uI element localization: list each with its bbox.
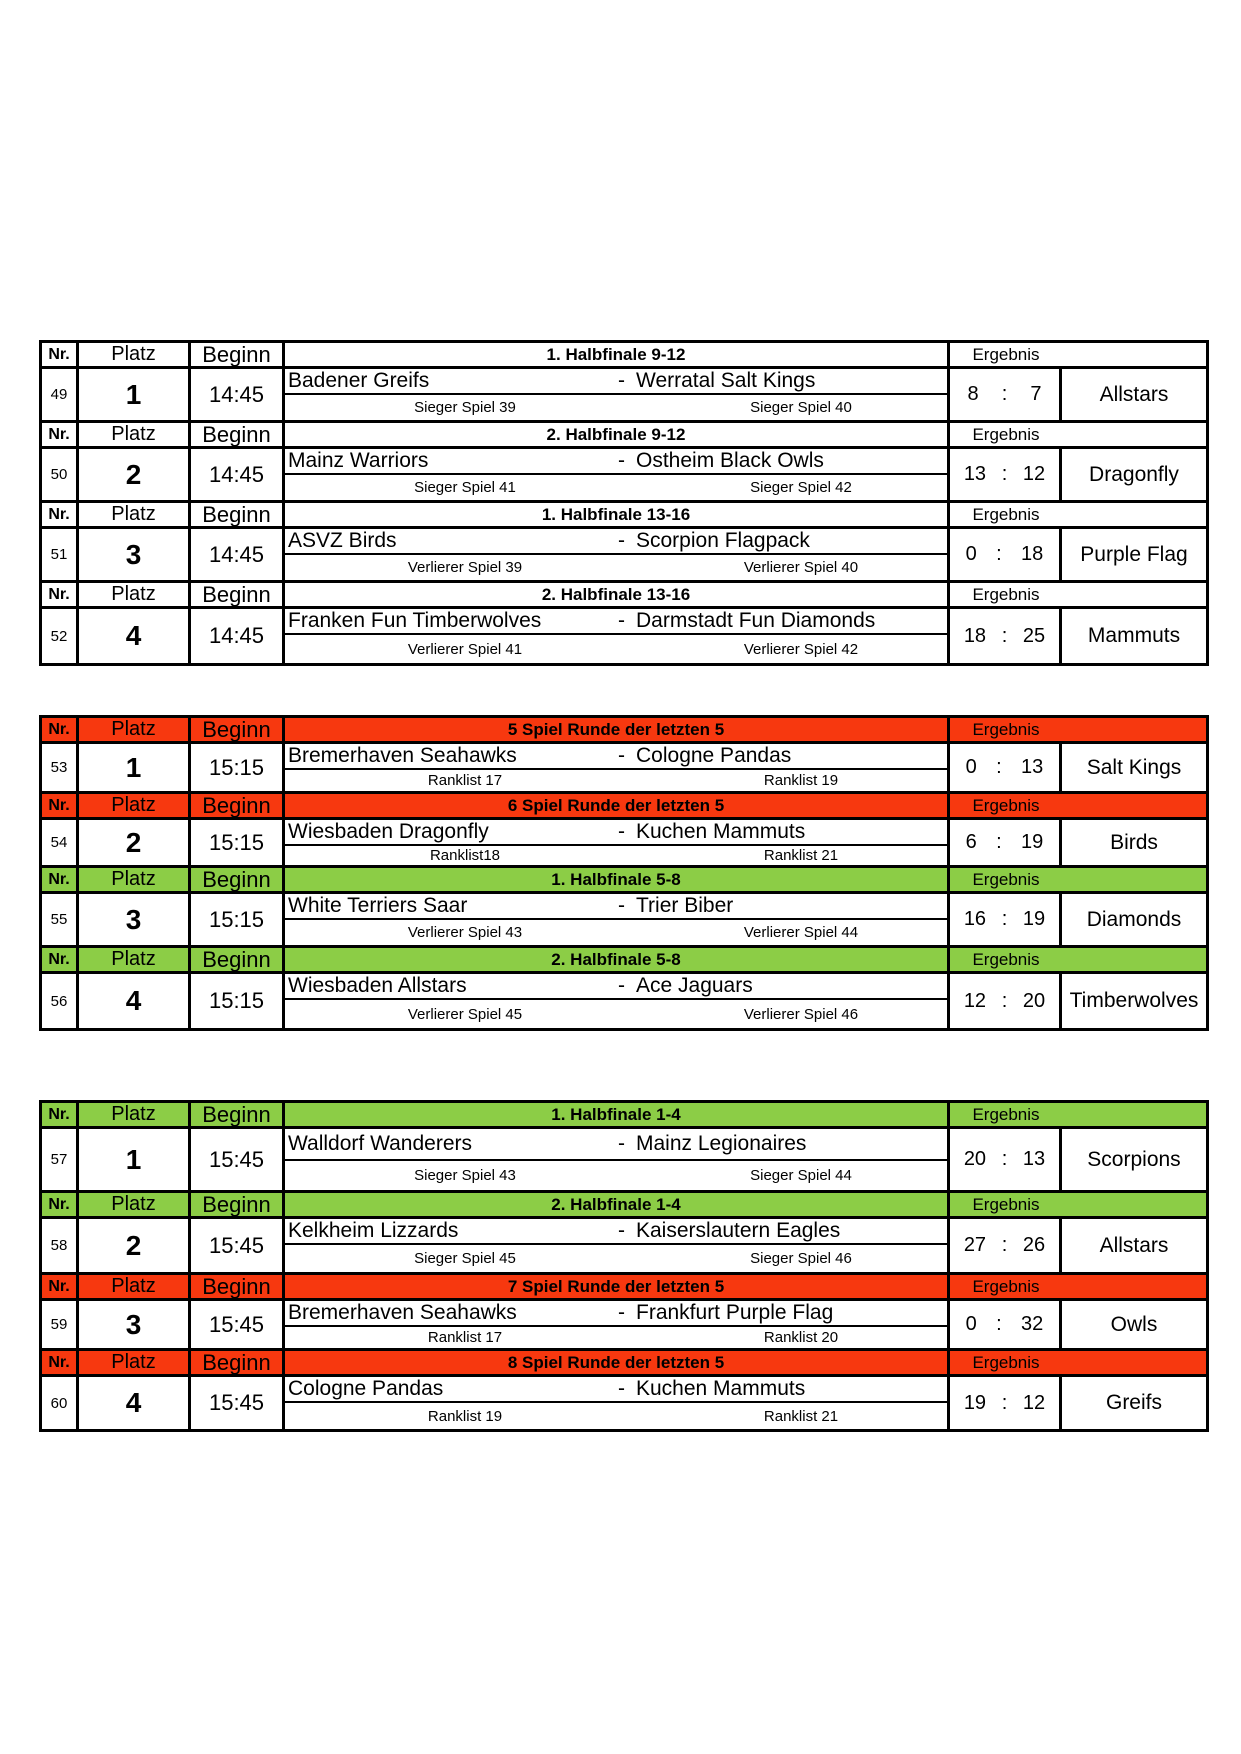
away-source: Ranklist 20 xyxy=(763,1329,839,1346)
away-team: Frankfurt Purple Flag xyxy=(636,1301,834,1324)
home-source: Verlierer Spiel 39 xyxy=(407,559,523,576)
game-number: 52 xyxy=(42,609,79,663)
score-away: 20 xyxy=(1022,989,1046,1012)
winner-header xyxy=(1062,423,1206,446)
match-row xyxy=(42,1129,1206,1193)
score-away: 18 xyxy=(1021,543,1044,565)
nr-header: Nr. xyxy=(42,1103,79,1126)
away-team: Kuchen Mammuts xyxy=(636,820,806,843)
away-team: Trier Biber xyxy=(636,894,734,917)
header-row xyxy=(42,503,1206,529)
home-source: Ranklist 17 xyxy=(427,772,503,789)
ergebnis-header: Ergebnis xyxy=(972,584,1040,604)
nr-header: Nr. xyxy=(42,1351,79,1374)
nr-header: Nr. xyxy=(42,583,79,606)
round-title: 8 Spiel Runde der letzten 5 xyxy=(285,1351,950,1374)
ergebnis-header: Ergebnis xyxy=(972,344,1040,364)
header-row xyxy=(42,1275,1206,1301)
away-source: Sieger Spiel 44 xyxy=(750,1167,852,1184)
home-team: Bremerhaven Seahawks xyxy=(288,1301,517,1324)
nr-header: Nr. xyxy=(42,794,79,817)
away-team: Kuchen Mammuts xyxy=(636,1377,806,1400)
game-number: 54 xyxy=(42,820,79,865)
score-home: 0 xyxy=(965,1313,977,1335)
winner: Mammuts xyxy=(1087,624,1181,647)
away-source: Verlierer Spiel 46 xyxy=(743,1005,859,1023)
score: 19 : 12 xyxy=(950,1377,1062,1429)
start-time: 15:45 xyxy=(191,1301,285,1348)
score-away: 13 xyxy=(1022,1148,1046,1170)
home-source: Ranklist 19 xyxy=(427,1407,503,1425)
match-row xyxy=(42,974,1206,1028)
match-row xyxy=(42,894,1206,948)
ergebnis-header: Ergebnis xyxy=(950,1275,1062,1298)
score-home: 20 xyxy=(963,1148,987,1170)
header-row xyxy=(42,794,1206,820)
beginn-header: Beginn xyxy=(191,794,285,817)
winner-header xyxy=(1062,583,1206,606)
start-time: 15:45 xyxy=(191,1219,285,1272)
score: 8 : 7 xyxy=(950,369,1062,420)
score: 0 : 13 xyxy=(950,744,1062,791)
score-away: 26 xyxy=(1022,1234,1046,1256)
nr-header: Nr. xyxy=(42,1193,79,1216)
game-number: 56 xyxy=(42,974,79,1028)
platz-header: Platz xyxy=(79,1193,191,1216)
teams-cell: Franken Fun Timberwolves - Darmstadt Fun Diamonds Verlierer Spiel 41 Verlierer Spiel 42 xyxy=(285,609,950,663)
winner-header xyxy=(1062,948,1206,971)
home-team: Walldorf Wanderers xyxy=(288,1132,472,1155)
teams-cell: Walldorf Wanderers - Mainz Legionaires Sieger Spiel 43 Sieger Spiel 44 xyxy=(285,1129,950,1190)
score-home: 18 xyxy=(963,624,987,647)
score-home: 0 xyxy=(965,543,977,565)
winner: Greifs xyxy=(1105,1391,1162,1414)
beginn-header: Beginn xyxy=(191,423,285,446)
start-time: 15:15 xyxy=(191,974,285,1028)
schedule-block-3 xyxy=(39,1100,1209,1432)
away-source: Sieger Spiel 42 xyxy=(750,479,852,496)
score-home: 27 xyxy=(963,1234,987,1256)
game-number: 59 xyxy=(42,1301,79,1348)
ergebnis-header: Ergebnis xyxy=(972,504,1040,524)
home-source: Ranklist 17 xyxy=(427,1329,503,1346)
home-team: White Terriers Saar xyxy=(288,894,468,917)
ergebnis-header: Ergebnis xyxy=(950,1351,1062,1374)
round-title: 1. Halbfinale 5-8 xyxy=(285,868,950,891)
teams-cell: Bremerhaven Seahawks - Cologne Pandas Ranklist 17 Ranklist 19 xyxy=(285,744,950,791)
header-row xyxy=(42,868,1206,894)
away-source: Verlierer Spiel 42 xyxy=(743,640,859,658)
away-team: Scorpion Flagpack xyxy=(636,529,810,552)
away-team: Cologne Pandas xyxy=(636,744,792,767)
beginn-header: Beginn xyxy=(191,1103,285,1126)
away-team: Ace Jaguars xyxy=(636,974,753,997)
winner-header xyxy=(1062,1275,1206,1298)
round-title: 7 Spiel Runde der letzten 5 xyxy=(285,1275,950,1298)
game-number: 58 xyxy=(42,1219,79,1272)
nr-header: Nr. xyxy=(42,343,79,366)
match-row xyxy=(42,1219,1206,1275)
game-number: 50 xyxy=(42,449,79,500)
score-home: 6 xyxy=(965,831,977,853)
home-source: Ranklist18 xyxy=(429,847,501,864)
winner-header xyxy=(1062,1193,1206,1216)
teams-cell: Cologne Pandas - Kuchen Mammuts Ranklist 19 Ranklist 21 xyxy=(285,1377,950,1429)
schedule-block-2 xyxy=(39,715,1209,1031)
platz-header: Platz xyxy=(79,794,191,817)
round-title: 1. Halbfinale 13-16 xyxy=(285,503,950,526)
winner-header xyxy=(1062,794,1206,817)
start-time: 15:15 xyxy=(191,894,285,945)
nr-header: Nr. xyxy=(42,503,79,526)
match-row xyxy=(42,609,1206,663)
start-time: 15:15 xyxy=(191,744,285,791)
winner-header xyxy=(1062,343,1206,366)
match-row xyxy=(42,744,1206,794)
round-title: 1. Halbfinale 9-12 xyxy=(285,343,950,366)
score: 12 : 20 xyxy=(950,974,1062,1028)
winner: Salt Kings xyxy=(1086,755,1182,779)
score: 16 : 19 xyxy=(950,894,1062,945)
away-team: Darmstadt Fun Diamonds xyxy=(636,609,876,632)
beginn-header: Beginn xyxy=(191,1193,285,1216)
game-number: 60 xyxy=(42,1377,79,1429)
start-time: 14:45 xyxy=(191,369,285,420)
nr-header: Nr. xyxy=(42,868,79,891)
away-team: Werratal Salt Kings xyxy=(636,369,816,392)
home-source: Verlierer Spiel 45 xyxy=(407,1005,523,1023)
header-row xyxy=(42,583,1206,609)
score: 18 : 25 xyxy=(950,609,1062,663)
home-source: Sieger Spiel 39 xyxy=(414,399,516,416)
field-number: 3 xyxy=(79,894,191,945)
winner-header xyxy=(1062,718,1206,741)
platz-header: Platz xyxy=(79,1351,191,1374)
away-team: Ostheim Black Owls xyxy=(636,449,824,472)
header-row xyxy=(42,423,1206,449)
score: 6 : 19 xyxy=(950,820,1062,865)
platz-header: Platz xyxy=(79,583,191,606)
score-away: 12 xyxy=(1022,1391,1046,1414)
winner-header xyxy=(1062,1351,1206,1374)
header-row xyxy=(42,1193,1206,1219)
start-time: 14:45 xyxy=(191,449,285,500)
winner: Diamonds xyxy=(1086,907,1182,931)
start-time: 15:45 xyxy=(191,1129,285,1190)
score-away: 19 xyxy=(1022,908,1046,930)
home-team: Badener Greifs xyxy=(288,369,430,392)
winner: Dragonfly xyxy=(1089,462,1179,486)
away-team: Kaiserslautern Eagles xyxy=(636,1219,841,1242)
teams-cell: Badener Greifs - Werratal Salt Kings Sieger Spiel 39 Sieger Spiel 40 xyxy=(285,369,950,420)
header-row xyxy=(42,948,1206,974)
platz-header: Platz xyxy=(79,503,191,526)
home-team: Kelkheim Lizzards xyxy=(288,1219,459,1242)
platz-header: Platz xyxy=(79,1103,191,1126)
game-number: 55 xyxy=(42,894,79,945)
game-number: 51 xyxy=(42,529,79,580)
field-number: 1 xyxy=(79,1129,191,1190)
score: 13 : 12 xyxy=(950,449,1062,500)
away-team: Mainz Legionaires xyxy=(636,1132,807,1155)
round-title: 2. Halbfinale 1-4 xyxy=(285,1193,950,1216)
start-time: 14:45 xyxy=(191,529,285,580)
teams-cell: Bremerhaven Seahawks - Frankfurt Purple Flag Ranklist 17 Ranklist 20 xyxy=(285,1301,950,1348)
score-away: 7 xyxy=(1030,383,1042,405)
away-source: Sieger Spiel 46 xyxy=(750,1250,852,1267)
winner: Purple Flag xyxy=(1080,542,1188,566)
nr-header: Nr. xyxy=(42,948,79,971)
score: 0 : 18 xyxy=(950,529,1062,580)
ergebnis-header: Ergebnis xyxy=(972,424,1040,444)
field-number: 3 xyxy=(79,529,191,580)
home-source: Verlierer Spiel 41 xyxy=(407,640,523,658)
home-source: Verlierer Spiel 43 xyxy=(407,924,523,941)
nr-header: Nr. xyxy=(42,718,79,741)
away-source: Ranklist 21 xyxy=(763,847,839,864)
field-number: 2 xyxy=(79,449,191,500)
round-title: 2. Halbfinale 9-12 xyxy=(285,423,950,446)
teams-cell: ASVZ Birds - Scorpion Flagpack Verlierer Spiel 39 Verlierer Spiel 40 xyxy=(285,529,950,580)
ergebnis-header: Ergebnis xyxy=(950,718,1062,741)
home-team: Cologne Pandas xyxy=(288,1377,444,1400)
round-title: 1. Halbfinale 1-4 xyxy=(285,1103,950,1126)
beginn-header: Beginn xyxy=(191,718,285,741)
home-team: Franken Fun Timberwolves xyxy=(288,609,542,632)
home-source: Sieger Spiel 41 xyxy=(414,479,516,496)
field-number: 1 xyxy=(79,369,191,420)
game-number: 49 xyxy=(42,369,79,420)
beginn-header: Beginn xyxy=(191,1351,285,1374)
winner: Scorpions xyxy=(1087,1147,1181,1171)
score-home: 19 xyxy=(963,1391,987,1414)
nr-header: Nr. xyxy=(42,423,79,446)
teams-cell: Wiesbaden Dragonfly - Kuchen Mammuts Ranklist18 Ranklist 21 xyxy=(285,820,950,865)
beginn-header: Beginn xyxy=(191,503,285,526)
teams-cell: Mainz Warriors - Ostheim Black Owls Sieger Spiel 41 Sieger Spiel 42 xyxy=(285,449,950,500)
field-number: 1 xyxy=(79,744,191,791)
winner-header xyxy=(1062,868,1206,891)
score-home: 13 xyxy=(963,463,987,485)
score-home: 8 xyxy=(967,383,979,405)
header-row xyxy=(42,1103,1206,1129)
field-number: 4 xyxy=(79,609,191,663)
beginn-header: Beginn xyxy=(191,948,285,971)
header-row xyxy=(42,343,1206,369)
ergebnis-header: Ergebnis xyxy=(950,1103,1062,1126)
nr-header: Nr. xyxy=(42,1275,79,1298)
platz-header: Platz xyxy=(79,343,191,366)
home-team: Wiesbaden Dragonfly xyxy=(288,820,489,843)
score: 0 : 32 xyxy=(950,1301,1062,1348)
winner-header xyxy=(1062,1103,1206,1126)
teams-cell: White Terriers Saar - Trier Biber Verlierer Spiel 43 Verlierer Spiel 44 xyxy=(285,894,950,945)
score-away: 32 xyxy=(1021,1313,1044,1335)
field-number: 4 xyxy=(79,1377,191,1429)
score-away: 13 xyxy=(1021,756,1044,778)
field-number: 2 xyxy=(79,820,191,865)
away-source: Ranklist 19 xyxy=(763,772,839,789)
beginn-header: Beginn xyxy=(191,1275,285,1298)
ergebnis-header: Ergebnis xyxy=(950,1193,1062,1216)
field-number: 2 xyxy=(79,1219,191,1272)
match-row xyxy=(42,1377,1206,1429)
match-row xyxy=(42,449,1206,503)
start-time: 15:15 xyxy=(191,820,285,865)
start-time: 14:45 xyxy=(191,609,285,663)
round-title: 2. Halbfinale 13-16 xyxy=(285,583,950,606)
winner: Allstars xyxy=(1099,1233,1169,1257)
schedule-block-1 xyxy=(39,340,1209,666)
score: 20 : 13 xyxy=(950,1129,1062,1190)
round-title: 2. Halbfinale 5-8 xyxy=(285,948,950,971)
away-source: Verlierer Spiel 44 xyxy=(743,924,859,941)
home-team: Mainz Warriors xyxy=(288,449,429,472)
score-home: 12 xyxy=(963,989,987,1012)
match-row xyxy=(42,529,1206,583)
game-number: 53 xyxy=(42,744,79,791)
teams-cell: Kelkheim Lizzards - Kaiserslautern Eagles Sieger Spiel 45 Sieger Spiel 46 xyxy=(285,1219,950,1272)
home-team: Wiesbaden Allstars xyxy=(288,974,467,997)
ergebnis-header: Ergebnis xyxy=(950,868,1062,891)
score-home: 16 xyxy=(963,908,987,930)
platz-header: Platz xyxy=(79,948,191,971)
round-title: 6 Spiel Runde der letzten 5 xyxy=(285,794,950,817)
match-row xyxy=(42,369,1206,423)
score-away: 25 xyxy=(1022,624,1046,647)
away-source: Sieger Spiel 40 xyxy=(750,399,852,416)
winner-header xyxy=(1062,503,1206,526)
winner: Owls xyxy=(1110,1312,1158,1336)
score-away: 19 xyxy=(1021,831,1044,853)
home-source: Sieger Spiel 45 xyxy=(414,1250,516,1267)
platz-header: Platz xyxy=(79,423,191,446)
match-row xyxy=(42,1301,1206,1351)
winner: Allstars xyxy=(1099,382,1169,406)
platz-header: Platz xyxy=(79,1275,191,1298)
field-number: 4 xyxy=(79,974,191,1028)
header-row xyxy=(42,1351,1206,1377)
home-source: Sieger Spiel 43 xyxy=(414,1167,516,1184)
game-number: 57 xyxy=(42,1129,79,1190)
match-row xyxy=(42,820,1206,868)
header-row xyxy=(42,718,1206,744)
beginn-header: Beginn xyxy=(191,868,285,891)
beginn-header: Beginn xyxy=(191,343,285,366)
field-number: 3 xyxy=(79,1301,191,1348)
home-team: ASVZ Birds xyxy=(288,529,397,552)
round-title: 5 Spiel Runde der letzten 5 xyxy=(285,718,950,741)
score-away: 12 xyxy=(1022,463,1046,485)
ergebnis-header: Ergebnis xyxy=(950,794,1062,817)
score: 27 : 26 xyxy=(950,1219,1062,1272)
score-home: 0 xyxy=(965,756,977,778)
start-time: 15:45 xyxy=(191,1377,285,1429)
beginn-header: Beginn xyxy=(191,583,285,606)
platz-header: Platz xyxy=(79,718,191,741)
away-source: Ranklist 21 xyxy=(763,1407,839,1425)
winner: Birds xyxy=(1110,830,1158,854)
away-source: Verlierer Spiel 40 xyxy=(743,559,859,576)
teams-cell: Wiesbaden Allstars - Ace Jaguars Verlierer Spiel 45 Verlierer Spiel 46 xyxy=(285,974,950,1028)
ergebnis-header: Ergebnis xyxy=(950,948,1062,971)
winner: Timberwolves xyxy=(1069,989,1199,1012)
platz-header: Platz xyxy=(79,868,191,891)
home-team: Bremerhaven Seahawks xyxy=(288,744,517,767)
